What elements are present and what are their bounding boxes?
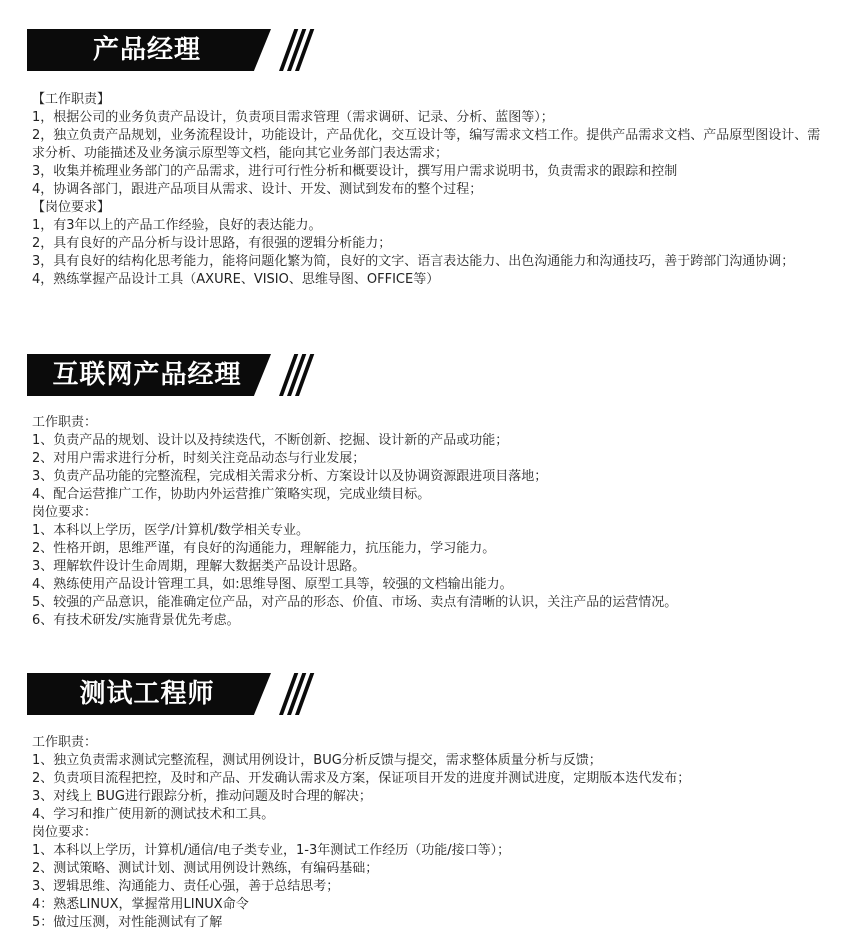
content-line: 【岗位要求】 <box>32 200 111 215</box>
content-line: 4、配合运营推广工作，协助内外运营推广策略实现，完成业绩目标。 <box>32 487 431 502</box>
content-line: 4，协调各部门，跟进产品项目从需求、设计、开发、测试到发布的整个过程； <box>32 182 483 197</box>
content-line: 3、理解软件设计生命周期，理解大数据类产品设计思路。 <box>32 559 366 574</box>
content-line: 岗位要求： <box>32 505 98 520</box>
content-line: 2，独立负责产品规划，业务流程设计，功能设计，产品优化，交互设计等，编写需求文档工作。提供产品需求文档、产品原型图设计、需求分析、功能描述及业务演示原型等文档，能向其它业务部门表达需求； <box>32 128 821 161</box>
section-title-banner <box>27 29 305 71</box>
content-line: 2，具有良好的产品分析与设计思路，有很强的逻辑分析能力； <box>32 236 392 251</box>
section-title-banner <box>27 354 305 396</box>
content-line: 3、逻辑思维、沟通能力、责任心强，善于总结思考； <box>32 879 340 894</box>
content-line: 工作职责： <box>32 735 98 750</box>
content-line: 3，具有良好的结构化思考能力，能将问题化繁为简，良好的文字、语言表达能力、出色沟通能力和沟通技巧，善于跨部门沟通协调； <box>32 254 795 269</box>
section-title: 互联网产品经理 <box>52 360 242 390</box>
content-line: 5：做过压测，对性能测试有了解 <box>32 915 223 930</box>
content-line: 【工作职责】 <box>32 92 111 107</box>
content-line: 工作职责： <box>32 415 98 430</box>
content-line: 3、负责产品功能的完整流程，完成相关需求分析、方案设计以及协调资源跟进项目落地； <box>32 469 548 484</box>
content-line: 2、对用户需求进行分析，时刻关注竞品动态与行业发展； <box>32 451 366 466</box>
section-content <box>32 91 822 289</box>
content-line: 2、性格开朗，思维严谨，有良好的沟通能力，理解能力，抗压能力，学习能力。 <box>32 541 496 556</box>
content-line: 岗位要求： <box>32 825 98 840</box>
content-line: 1，有3年以上的产品工作经验，良好的表达能力。 <box>32 218 322 233</box>
content-line: 1、本科以上学历，计算机/通信/电子类专业，1-3年测试工作经历（功能/接口等）； <box>32 843 511 858</box>
content-line: 4，熟练掌握产品设计工具（AXURE、VISIO、思维导图、OFFICE等） <box>32 272 440 287</box>
section-content <box>32 734 822 932</box>
content-line: 1，根据公司的业务负责产品设计，负责项目需求管理（需求调研、记录、分析、蓝图等）； <box>32 110 554 125</box>
content-line: 4：熟悉LINUX，掌握常用LINUX命令 <box>32 897 249 912</box>
content-line: 3、对线上 BUG进行跟踪分析，推动问题及时合理的解决； <box>32 789 372 804</box>
content-line: 1、独立负责需求测试完整流程，测试用例设计，BUG分析反馈与提交，需求整体质量分析与反馈； <box>32 753 602 768</box>
content-line: 6、有技术研发/实施背景优先考虑。 <box>32 613 240 628</box>
content-line: 2、测试策略、测试计划、测试用例设计熟练，有编码基础； <box>32 861 379 876</box>
content-line: 1、本科以上学历，医学/计算机/数学相关专业。 <box>32 523 310 538</box>
content-line: 3，收集并梳理业务部门的产品需求，进行可行性分析和概要设计，撰写用户需求说明书，负责需求的跟踪和控制 <box>32 164 678 179</box>
content-line: 4、熟练使用产品设计管理工具，如:思维导图、原型工具等，较强的文档输出能力。 <box>32 577 513 592</box>
content-line: 5、较强的产品意识，能准确定位产品，对产品的形态、价值、市场、卖点有清晰的认识，关注产品的运营情况。 <box>32 595 678 610</box>
content-line: 2、负责项目流程把控，及时和产品、开发确认需求及方案，保证项目开发的进度并测试进度，定期版本迭代发布； <box>32 771 691 786</box>
content-line: 1、负责产品的规划、设计以及持续迭代，不断创新、挖掘、设计新的产品或功能； <box>32 433 509 448</box>
content-line: 4、学习和推广使用新的测试技术和工具。 <box>32 807 275 822</box>
section-title-banner <box>27 673 305 715</box>
section-title: 测试工程师 <box>79 679 215 709</box>
section-content <box>32 414 822 630</box>
section-title: 产品经理 <box>92 35 201 65</box>
